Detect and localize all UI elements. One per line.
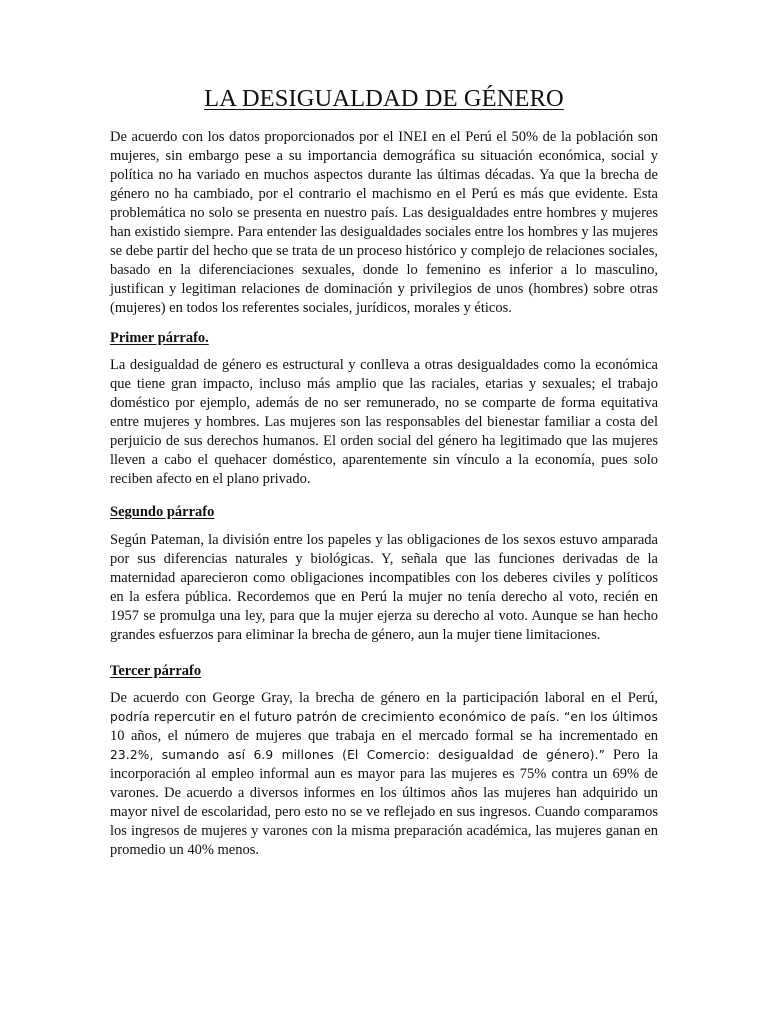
section-body-3-part-c: 10 años, el número de mujeres que trabaja en el mercado formal se ha incrementado en [110, 728, 658, 744]
section-heading-1: Primer párrafo. [110, 330, 209, 346]
section-body-3-part-a: De acuerdo con George Gray, la brecha de género en la participación laboral en el Perú, [110, 690, 658, 706]
section-body-2: Según Pateman, la división entre los papeles y las obligaciones de los sexos estuvo amparada por sus diferencias naturales y biológicas. Y, señala que las funciones derivadas de la maternidad aparecieron como obligaciones incompatibles con los deberes civiles y políticos en la esfera pública. Recordemos que en Perú la mujer no tenía derecho al voto, recién en 1957 se promulga una ley, para que la mujer ejerza su derecho al voto. Aunque se han hecho grandes esfuerzos para eliminar la brecha de género, aun la mujer tiene limitaciones. [110, 532, 658, 643]
section-body-1: La desigualdad de género es estructural y conlleva a otras desigualdades como la económica que tiene gran impacto, incluso más amplio que las raciales, etarias y sexuales; el trabajo doméstico por ejemplo, además de no ser remunerado, no se comparte de forma equitativa entre mujeres y hombres. Las mujeres son las responsables del bienestar familiar a costa del perjuicio de sus derechos humanos. El orden social del género ha legitimado que las mujeres lleven a cabo el quehacer doméstico, aparentemente sin vínculo a la economía, pues solo reciben afecto en el plano privado. [110, 357, 658, 487]
section-body-3-part-b: podría repercutir en el futuro patrón de crecimiento económico de país. “en los últimos [110, 710, 658, 724]
document-title: LA DESIGUALDAD DE GÉNERO [204, 85, 564, 112]
intro-paragraph: De acuerdo con los datos proporcionados por el INEI en el Perú el 50% de la población son mujeres, sin embargo pese a su importancia demográfica su situación económica, social y política no ha variado en muchos aspectos durante las últimas décadas. Ya que la brecha de género no ha cambiado, por el contrario el machismo en el Perú es más que evidente. Esta problemática no solo se presenta en nuestro país. Las desigualdades entre hombres y mujeres han existido siempre. Para entender las desigualdades sociales entre los hombres y las mujeres se debe partir del hecho que se trata de un proceso histórico y complejo de relaciones sociales, basado en la diferenciaciones sexuales, donde lo femenino es inferior a lo masculino, justifican y legitiman relaciones de dominación y privilegios de unos (hombres) sobre otras (mujeres) en todos los referentes sociales, jurídicos, morales y éticos. [110, 129, 658, 316]
section-body-3 [110, 689, 658, 860]
section-body-3-part-d: 23.2%, sumando así 6.9 millones (El Comercio: desigualdad de género).” [110, 748, 606, 762]
section-body-3-part-e: Pero la incorporación al empleo informal aun es mayor para las mujeres es 75% contra un 69% de varones. De acuerdo a diversos informes en los últimos años las mujeres han adquirido un mayor nivel de escolaridad, pero esto no se ve reflejado en sus ingresos. Cuando comparamos los ingresos de mujeres y varones con la misma preparación académica, las mujeres ganan en promedio un 40% menos. [110, 747, 658, 858]
section-heading-2: Segundo párrafo [110, 504, 215, 520]
section-heading-3: Tercer párrafo [110, 663, 202, 679]
